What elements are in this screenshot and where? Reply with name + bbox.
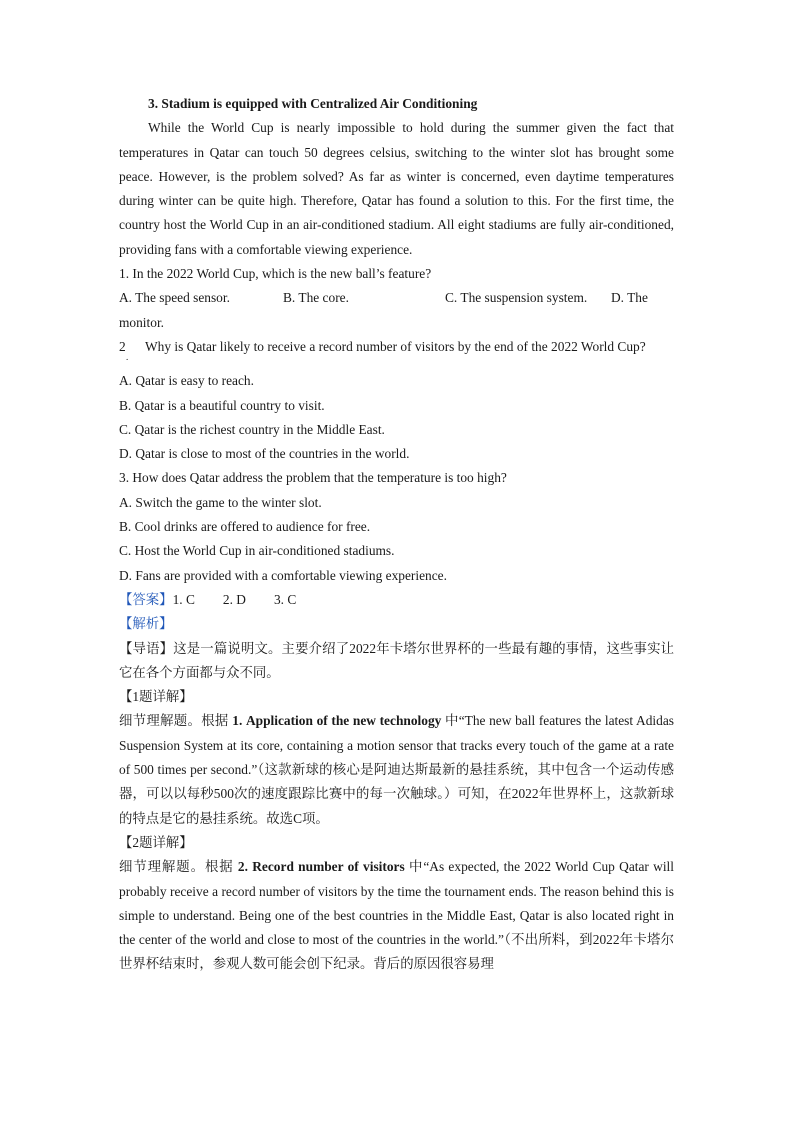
answer-3: 3. C [273, 591, 297, 607]
detail-1-section-ref: 1. Application of the new technology [232, 713, 442, 729]
question-2-number: 2 . [119, 338, 129, 362]
answer-1: 1. C [172, 591, 195, 607]
answer-line [119, 588, 674, 612]
question-2-stem-row [119, 335, 674, 362]
question-1-option-c: C. The suspension system. [445, 290, 588, 306]
detail-2-label: 【2题详解】 [119, 834, 193, 850]
question-3-option-c: C. Host the World Cup in air-conditioned stadiums. [119, 543, 395, 559]
question-2-option-b: B. Qatar is a beautiful country to visit. [119, 397, 325, 413]
question-1-option-b: B. The core. [283, 290, 349, 306]
question-2-option-d: D. Qatar is close to most of the countries in the world. [119, 446, 410, 462]
question-1-options [119, 286, 674, 310]
analysis-label: 【解析】 [119, 616, 173, 632]
question-3-option-a: A. Switch the game to the winter slot. [119, 494, 322, 510]
question-2-option-c: C. Qatar is the richest country in the Middle East. [119, 421, 385, 437]
question-3-stem: 3. How does Qatar address the problem that the temperature is too high? [119, 470, 507, 486]
document-body [119, 92, 674, 977]
guide-paragraph [119, 637, 674, 686]
guide-label: 【导语】 [119, 640, 174, 656]
guide-text: 这是一篇说明文。主要介绍了2022年卡塔尔世界杯的一些最有趣的事情，这些事实让它在各个方面都与众不同。 [119, 640, 675, 680]
question-1-option-d-part: D. The [611, 290, 648, 306]
answer-label: 【答案】 [119, 591, 173, 607]
detail-1-label: 【1题详解】 [119, 689, 193, 705]
section-heading: 3. Stadium is equipped with Centralized Air Conditioning [148, 96, 478, 111]
question-1-option-d-wrap: monitor. [119, 314, 165, 330]
question-2-stem: Why is Qatar likely to receive a record number of visitors by the end of the 2022 World Cup? [145, 338, 646, 354]
question-3-option-d: D. Fans are provided with a comfortable viewing experience. [119, 567, 447, 583]
section-paragraph: While the World Cup is nearly impossible to hold during the summer given the fact that temperatures in Qatar can touch 50 degrees celsius, switching to the winter slot has brought some peace. However, is the problem solved? As far as winter is concerned, even daytime temperatures during winter can be quite high. Therefore, Qatar has found a solution to this. For the first time, the country host the World Cup in an air-conditioned stadium. All eight stadiums are fully air-conditioned, providing fans with a comfortable viewing experience. [119, 120, 674, 257]
question-2-option-a: A. Qatar is easy to reach. [119, 373, 254, 389]
question-1-stem: 1. In the 2022 World Cup, which is the new ball’s feature? [119, 266, 432, 282]
question-3-option-b: B. Cool drinks are offered to audience for free. [119, 519, 371, 535]
answer-2: 2. D [222, 591, 246, 607]
detail-2-paragraph: 细节理解题。根据 2. Record number of visitors 中“As expected, the 2022 World Cup Qatar will probably receive a record number of visitors by the time the tournament ends. The reason behind this is simple to understand. Being one of the best countries in the Middle East, Qatar is also located right in the center of the world and close to most of the countries in the world.”（不出所料，到2022年卡塔尔世界杯结束时，参观人数可能会创下纪录。背后的原因很容易理 [119, 859, 674, 972]
question-1-option-a: A. The speed sensor. [119, 290, 230, 306]
detail-1-paragraph: 细节理解题。根据 1. Application of the new technology 中“The new ball features the latest Adidas Suspension System at its core, containing a motion sensor that tracks every touch of the game at a rate of 500 times per second.”（这款新球的核心是阿迪达斯最新的悬挂系统，其中包含一个运动传感器，可以以每秒500次的速度跟踪比赛中的每一次触球。）可知，在2022年世界杯上，这款新球的特点是它的悬挂系统。故选C项。 [119, 713, 674, 826]
detail-2-section-ref: 2. Record number of visitors [237, 859, 405, 875]
